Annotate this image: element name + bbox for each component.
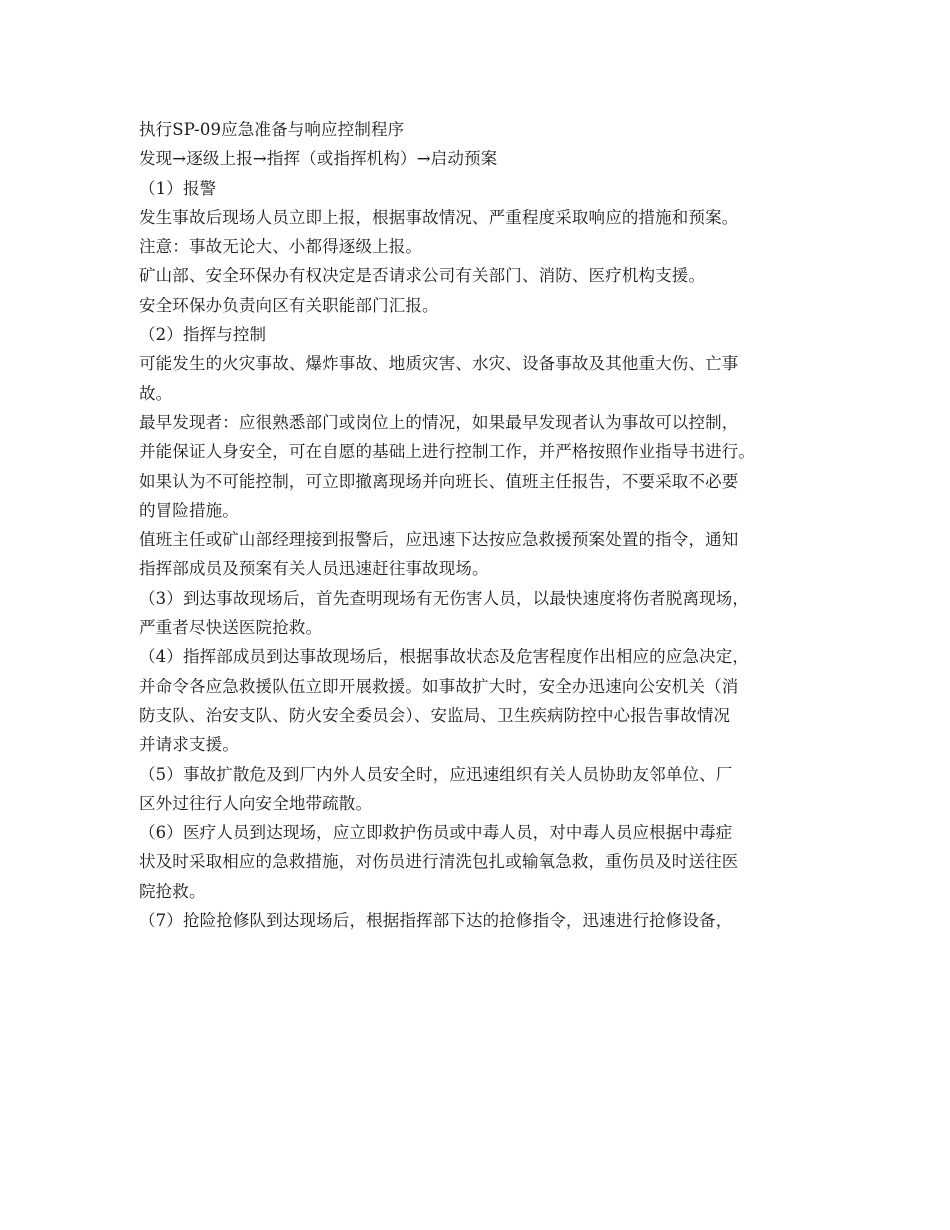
text-line: 并请求支援。 (139, 735, 239, 755)
text-line: 发生事故后现场人员立即上报，根据事故情况、严重程度采取响应的措施和预案。 (139, 207, 739, 227)
text-line: 安全环保办负责向区有关职能部门汇报。 (139, 295, 439, 315)
text-line: 院抢救。 (139, 881, 206, 901)
text-line: 故。 (139, 383, 173, 403)
text-line: （1）报警 (139, 178, 217, 198)
text-line: 可能发生的火灾事故、爆炸事故、地质灾害、水灾、设备事故及其他重大伤、亡事 (139, 354, 739, 374)
text-line: 最早发现者：应很熟悉部门或岗位上的情况，如果最早发现者认为事故可以控制， (139, 412, 739, 432)
text-line: （7）抢险抢修队到达现场后，根据指挥部下达的抢修指令，迅速进行抢修设备， (139, 911, 733, 931)
text-line: 如果认为不可能控制，可立即撤离现场并向班长、值班主任报告，不要采取不必要 (139, 471, 739, 491)
text-line: 注意：事故无论大、小都得逐级上报。 (139, 237, 423, 257)
document-body (139, 115, 819, 935)
text-line: （6）医疗人员到达现场，应立即救护伤员或中毒人员，对中毒人员应根据中毒症 (139, 823, 733, 843)
text-line: 防支队、治安支队、防火安全委员会）、安监局、卫生疾病防控中心报告事故情况 (139, 705, 731, 725)
text-line: 区外过往行人向安全地带疏散。 (139, 793, 373, 813)
text-line: 矿山部、安全环保办有权决定是否请求公司有关部门、消防、医疗机构支援。 (139, 266, 706, 286)
text-line: 严重者尽快送医院抢救。 (139, 618, 323, 638)
text-line: 值班主任或矿山部经理接到报警后，应迅速下达按应急救援预案处置的指令，通知 (139, 530, 739, 550)
text-line: 指挥部成员及预案有关人员迅速赶往事故现场。 (139, 559, 489, 579)
text-line: （4）指挥部成员到达事故现场后，根据事故状态及危害程度作出相应的应急决定， (139, 647, 750, 667)
text-line: （5）事故扩散危及到厂内外人员安全时，应迅速组织有关人员协助友邻单位、厂 (139, 764, 733, 784)
text-line: 发现→逐级上报→指挥（或指挥机构）→启动预案 (139, 149, 498, 169)
text-line: 执行SP-09应急准备与响应控制程序 (139, 120, 405, 139)
text-line: 的冒险措施。 (139, 500, 239, 520)
text-line: 状及时采取相应的急救措施，对伤员进行清洗包扎或输氧急救，重伤员及时送往医 (139, 852, 739, 872)
text-line: 并能保证人身安全，可在自愿的基础上进行控制工作，并严格按照作业指导书进行。 (139, 442, 756, 462)
text-line: 并命令各应急救援队伍立即开展救援。如事故扩大时，安全办迅速向公安机关（消 (139, 676, 739, 696)
text-line: （3）到达事故现场后，首先查明现场有无伤害人员，以最快速度将伤者脱离现场， (139, 588, 750, 608)
text-line: （2）指挥与控制 (139, 325, 267, 345)
